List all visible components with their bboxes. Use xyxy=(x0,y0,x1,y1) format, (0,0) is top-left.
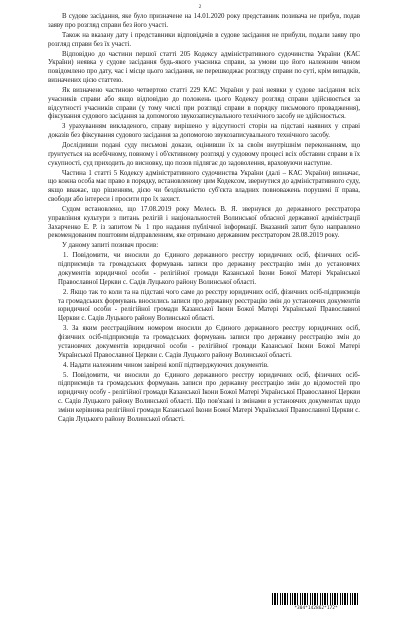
paragraph-facts-established: Судом встановлено, що 17.08.2019 року Мелесь В. Я. звернувся до державного реєстратора управління культури з питань релігій і національностей Волинської обласної державної адміністрації Захарченко Е. Р. із запитом № 1 про надання публічної інформації. Вказаний запит було направлено рекомендованим поштовим відправленням, яке отримано державним реєстратором 28.08.2019 року. xyxy=(48,206,360,240)
paragraph-article-205: Відповідно до частини першої статті 205 Кодексу адміністративного судочинства України (КАС України) неявка у судове засідання будь-якого учасника справи, за умови що його належним чином повідомлено про дату, час і місце цього засідання, не перешкоджає розгляду справи по суті, крім випадків, визначених цією статтею. xyxy=(48,50,360,84)
paragraph-article-5: Частина 1 статті 5 Кодексу адміністративного судочинства України (далі – КАС України) визначає, що кожна особа має право в порядку, встановленому цим Кодексом, звернутися до адміністративного суду, якщо вважає, що рішенням, дією чи бездіяльністю суб'єкта владних повноважень порушені її права, свободи або інтереси і просити про їх захист. xyxy=(48,169,360,204)
request-item-5: 5. Повідомити, чи вносили до Єдиного державного реєстру юридичних осіб, фізичних осіб-підприємців та громадських формувань записи про державну реєстрацію змін до відомостей про юридичну особу - релігійної громади Казанської Ікони Божої Матері Української Православної Церкви с. Садів Луцького району Волинської області. Що пов'язані із змінами в установчих документах щодо зміни керівника релігійної громади Казанської Ікони Божої Матері Української Православної Церкви с. Садів Луцького району Волинської області. xyxy=(58,371,360,423)
request-item-4: 4. Надати належним чином завірені копії підтверджуючих документів. xyxy=(63,361,269,369)
document-barcode xyxy=(272,593,360,611)
paragraph-evidence-assessment: Дослідивши подані суду письмові докази, оцінивши їх за своїм внутрішнім переконанням, що ґрунтується на всебічному, повному і об'єктивному розгляді у судовому процесі всіх обставин справи в їх сукупності, суд приходить до висновку, що позов підлягає до задоволення, враховуючи наступне. xyxy=(48,142,360,167)
barcode-bars xyxy=(272,593,360,605)
page-number: 2 xyxy=(198,4,202,10)
paragraph-article-229: Як визначено частиною четвертою статті 229 КАС України у разі неявки у судове засідання всіх учасників справи або якщо відповідно до положень цього Кодексу розгляд справи здійснюється за відсутності учасників справи (у тому числі при розгляді справи в порядку письмового провадження), фіксування судового засідання за допомогою звукозаписувального технічного засобу не здійснюється. xyxy=(48,86,360,121)
request-item-1: 1. Повідомити, чи вносили до Єдиного державного реєстру юридичних осіб, фізичних осіб-підприємців та громадських формувань записи про державну реєстрацію змін до установчих документів юридичної особи - релігійної громади Казанської Ікони Божої Матері Української Православної Церкви с. Садів Луцького району Волинської області. xyxy=(58,252,360,286)
paragraph-case-resolved: З урахуванням викладеного, справу вирішено у відсутності сторін на підставі наявних у справі доказів без фіксування судового засідання за допомогою звукозаписувального технічного засобу. xyxy=(48,123,360,140)
request-item-2: 2. Якщо так то коли та на підставі чого саме до реєстру юридичних осіб, фізичних осіб-підприємців та громадських формувань вносились записи про державну реєстрацію змін до установчих документів юридичної особи - релігійної громади Казанської Ікони Божої Матері Української Православної Церкви с. Садів Луцького району Волинської області. xyxy=(58,288,360,323)
barcode-text: *304*142862*172* xyxy=(294,606,338,611)
paragraph-request-intro: У даному запиті позивач просив: xyxy=(62,242,159,250)
request-item-3: 3. За яким реєстраційним номером вносили до Єдиного державного реєстру юридичних осіб, фізичних осіб-підприємців та громадських формувань записи про державну реєстрацію змін до установчих документів юридичної особи - релігійної громади Казанської Ікони Божої Матері Української Православної Церкви с. Садів Луцького району Волинської області. xyxy=(58,325,360,359)
paragraph-hearing-defendants: Також на вказану дату і представники відповідачів в судове засідання не прибули, подали заяву про розгляд справи без їх участі. xyxy=(48,31,360,48)
paragraph-hearing-plaintiff: В судове засідання, яке було призначене на 14.01.2020 року представник позивача не прибув, подав заяву про розгляд справи без його участі. xyxy=(48,13,360,29)
document-body xyxy=(48,13,360,424)
